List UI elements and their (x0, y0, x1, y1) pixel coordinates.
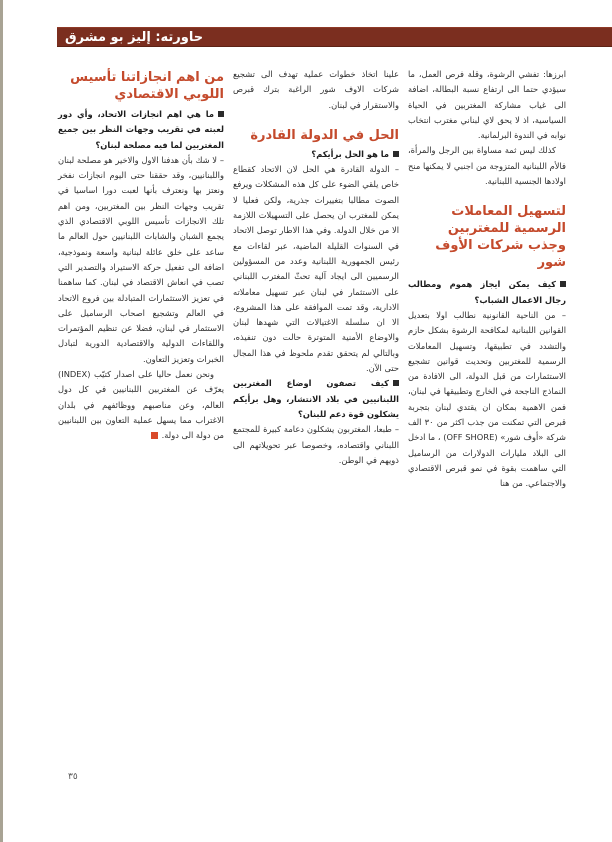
question-text: كيف يمكن ايجاز هموم ومطالب رجال الاعمال الشباب؟ (408, 279, 566, 305)
column-middle (233, 67, 399, 468)
paragraph: علينا اتخاذ خطوات عملية تهدف الى تشجيع شركات الاوف شور الراغبة بترك قبرص والاستقرار في لبنان. (233, 69, 399, 110)
column-right (408, 67, 566, 492)
interview-answer: – لا شك بأن هدفنا الاول والاخير هو مصلحة لبنان واللبنانيين، وقد حققنا حتى اليوم انجازات نفخر ونعتز بها ونعترف بأنها لعبت دورا اساسيا في تقريب وجهات النظر بين المغتربين، ومن اهم تلك الانجازات تأسيس اللوبي الاقتصادي الذي يجمع الشبان والشابات اللبنانيين حول العالم ما ساعد على خلق عائلة لبنانية واسعة ونموذجية، اضافة الى تفعيل حركة الاستيراد والتصدير التي تصب في انعاش الاقتصاد في لبنان. كما ساهمنا في تعزيز الاستثمارات المتبادلة بين فروع الاتحاد في العالم وتشجيع اصحاب الرساميل على الاستثمار في لبنان، فضلا عن تنظيم المؤتمرات واللقاءات الدولية والاقتصادية الدورية لتبادل الخبرات وتعزيز التعاون. (58, 154, 224, 364)
interview-answer (58, 367, 224, 443)
interview-answer: – طبعا، المغتربون يشكلون دعامة كبيرة للمجتمع اللبناني واقتصاده، وخصوصا عبر تحويلاتهم الى ذويهم في الوطن. (233, 424, 399, 465)
column-left (58, 67, 224, 444)
interview-question (58, 107, 224, 153)
interview-answer: – الدولة القادرة هي الحل لان الاتحاد كقطاع خاص يلقي الضوء على كل هذه المشكلات ويرفع الصوت مطالبا بتغييرات جذرية، ولكن فعليا لا يمكن للمغترب ان يحصل على التسهيلات اللازمة الا من خلال الدولة. وفي هذا الاطار توصل الاتحاد في السنوات القليلة الماضية، عبر لقاءات مع رئيس الجمهورية اللبنانية وعدد من المسؤولين الرسميين الى ايجاد آلية تحثّ المغترب اللبناني على الاستثمار في لبنان عبر تسهيل معاملاته الادارية، وقد تمت الموافقة على هذا المشروع، الا ان سلسلة الاغتيالات التي شهدها لبنان والاوضاع الأمنية المتوترة حالت دون تنفيذه، وبالتالي لم يتحقق تقدم ملحوظ في هذا المجال حتى الآن. (233, 164, 399, 374)
section-heading: الحل في الدولة القادرة (250, 127, 399, 143)
question-text: ما هي اهم انجازات الاتحاد، وأي دور لعبته في تقريب وجهات النظر بين جميع المغتربين لما فيه مصلحة لبنان؟ (58, 109, 224, 150)
question-text: كيف تصفون اوضاع المغتربين اللبنانيين في بلاد الانتشار، وهل برأيكم يشكلون قوة دعم للبنان؟ (233, 378, 399, 419)
answer-text: ونحن نعمل حاليا على اصدار كتيّب (INDEX) يعرّف عن المغتربين اللبنانيين في كل دول العالم، وعن مناصبهم ووظائفهم في بلدان الاغتراب مما يسهل عملية التعاون بين اللبنانيين من دولة الى دولة. (58, 369, 224, 441)
interview-question (233, 147, 399, 162)
byline-bar (57, 27, 612, 47)
paragraph: كذلك ليس ثمة مساواة بين الرجل والمرأة، فالأم اللبنانية المتزوجة من اجنبي لا يمكنها منح اولادها الجنسية اللبنانية. (408, 145, 566, 187)
question-marker-icon (218, 111, 224, 117)
interview-answer: – من الناحية القانونية نطالب اولا بتعديل القوانين اللبنانية لمكافحة الرشوة بشكل حازم والتشدد في تطبيقها، وتسهيل المعاملات الرسمية للمغتربين وتحديث قوانين تشجيع الاستثمارات من قبل الدولة، الى الافادة من النماذج الناجحة في الخارج وتطبيقها في لبنان، فمن الاهمية بمكان ان يقتدي لبنان بتجربة قبرص التي تمكنت من جذب اكثر من ٣٠ الف شركة «أوف شور» (OFF SHORE) ، ما ادخل الى البلاد مليارات الدولارات من الرساميل التي ساهمت بقوة في نمو قبرص الاقتصادي والاجتماعي. من هنا (408, 309, 566, 489)
section-heading: من اهم انجازاتنا تأسيس اللوبي الاقتصادي (70, 70, 224, 102)
article-end-icon (151, 432, 158, 439)
question-marker-icon (560, 281, 566, 287)
interview-question (408, 277, 566, 308)
byline-text: حاورته: إليز بو مشرق (65, 30, 204, 45)
paragraph: ابرزها: تفشي الرشوة، وقلة فرص العمل، ما سيؤدي حتما الى ارتفاع نسبة البطالة، اضافة الى غياب مشاركة المغتربين في الحياة السياسية، اذ لا يحق لاي لبناني مغترب انتخاب نوابه في الندوة البرلمانية. (408, 69, 566, 141)
question-marker-icon (393, 380, 399, 386)
page-number: ٣٥ (68, 772, 78, 782)
interview-question (233, 376, 399, 422)
section-heading: لتسهيل المعاملات الرسمية للمغتربين وجذب شركات الأوف شور (435, 204, 566, 271)
page-edge (0, 0, 3, 842)
question-marker-icon (393, 151, 399, 157)
question-text: ما هو الحل برأيكم؟ (311, 148, 389, 159)
